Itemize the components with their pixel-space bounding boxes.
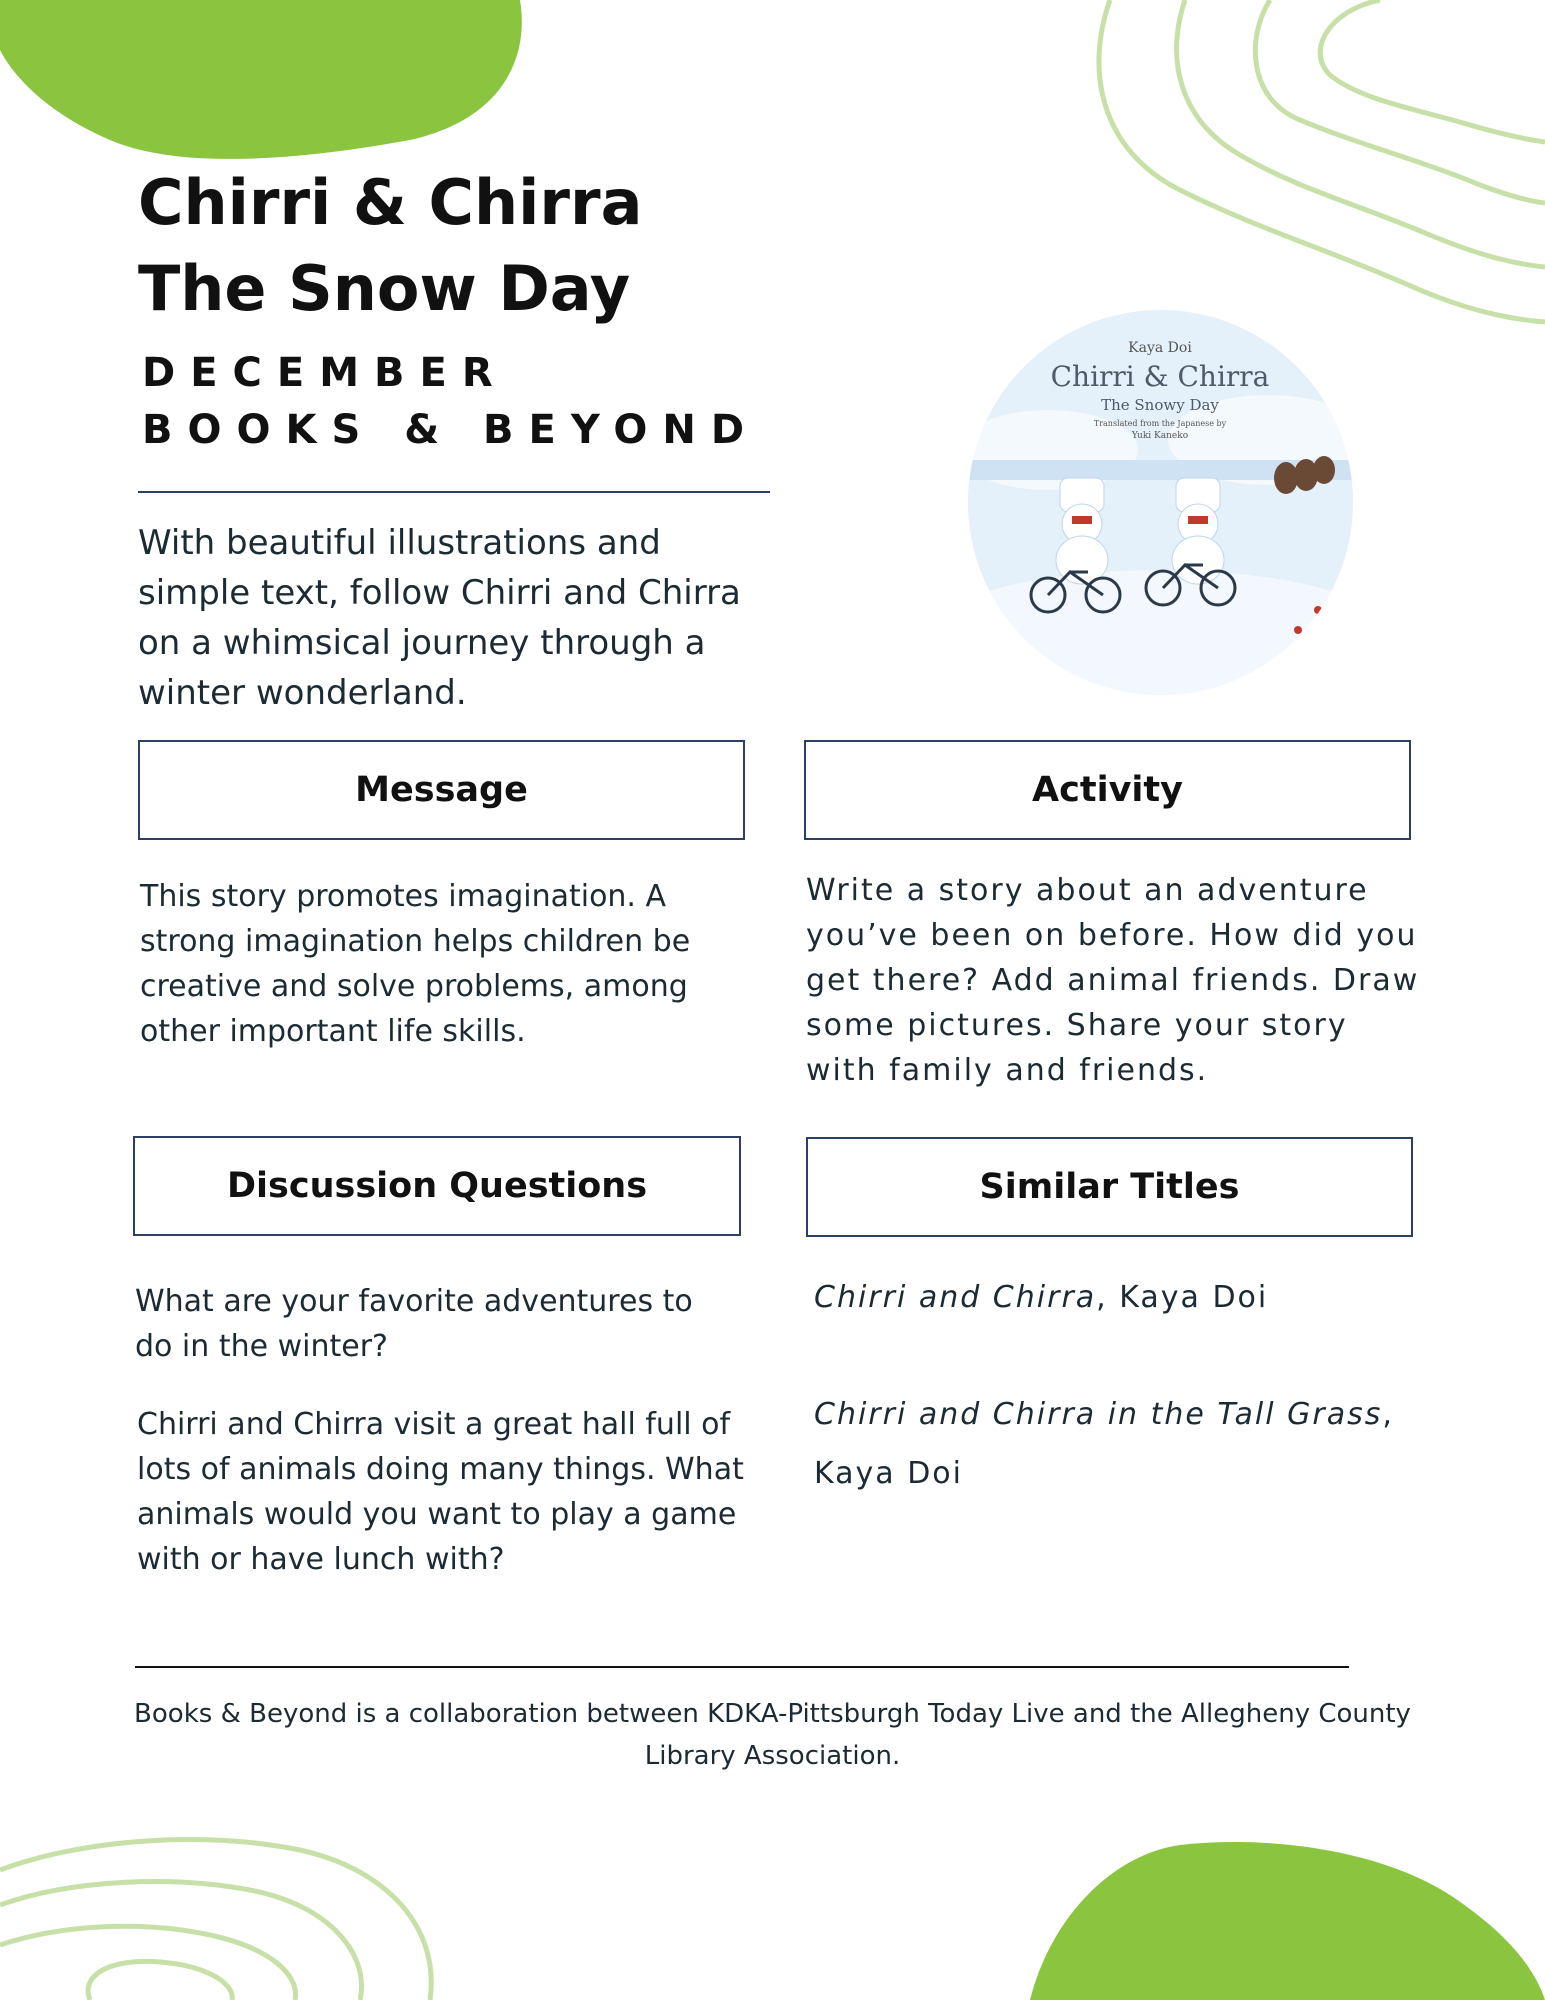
similar-heading-box [806, 1137, 1413, 1237]
similar-title-1 [814, 1268, 1434, 1328]
snow-child-left [1056, 478, 1108, 584]
green-blob-bottom-right [1030, 1842, 1545, 2000]
header-divider [138, 491, 770, 493]
contour-lines-top-right [1099, 0, 1545, 322]
snow-child-right [1172, 478, 1224, 584]
book-cover-image [968, 310, 1353, 695]
activity-heading-box [804, 740, 1411, 840]
message-heading-box [138, 740, 745, 840]
page-title [138, 160, 642, 332]
activity-heading: Activity [1032, 770, 1183, 810]
discussion-heading: Discussion Questions [226, 1166, 648, 1206]
footer-divider [135, 1666, 1349, 1668]
contour-lines-bottom-left [0, 1840, 431, 2000]
month-label: DECEMBER [142, 350, 508, 396]
similar-title-1-author: , Kaya Doi [1096, 1280, 1269, 1315]
cover-translator: Yuki Kaneko [1131, 431, 1189, 441]
discussion-question-1: What are your favorite adventures to do in the winter? [135, 1284, 693, 1364]
cover-translated-line: Translated from the Japanese by [1093, 419, 1227, 428]
similar-title-2-author: , Kaya Doi [814, 1397, 1394, 1491]
intro-text: With beautiful illustrations and simple text, follow Chirri and Chirra on a whimsical journey through a winter wonderland. [138, 523, 741, 713]
cover-author: Kaya Doi [1128, 340, 1192, 356]
message-text: This story promotes imagination. A strong imagination helps children be creative and solve problems, among other important life skills. [140, 879, 691, 1049]
cover-title: Chirri & Chirra [1050, 360, 1270, 393]
similar-title-2-name: Chirri and Chirra in the Tall Grass [814, 1397, 1383, 1432]
program-label: BOOKS & BEYOND [142, 407, 760, 453]
activity-text: Write a story about an adventure you’ve been on before. How did you get there? Add animal friends. Draw some pictures. Share your story with family and friends. [806, 873, 1420, 1088]
title-line-1: Chirri & Chirra [138, 166, 643, 239]
similar-title-1-name: Chirri and Chirra [814, 1280, 1097, 1315]
message-heading: Message [355, 770, 528, 810]
discussion-heading-box [133, 1136, 741, 1236]
cover-subtitle: The Snowy Day [1101, 396, 1219, 414]
footer-text: Books & Beyond is a collaboration between KDKA-Pittsburgh Today Live and the Allegheny County Library Association. [134, 1699, 1411, 1771]
discussion-question-2: Chirri and Chirra visit a great hall full of lots of animals doing many things. What animals would you want to play a game with or have lunch with? [137, 1407, 744, 1577]
green-blob-top-left [0, 0, 522, 159]
similar-title-2 [814, 1385, 1434, 1503]
similar-heading: Similar Titles [979, 1167, 1240, 1207]
title-line-2: The Snow Day [138, 252, 631, 325]
